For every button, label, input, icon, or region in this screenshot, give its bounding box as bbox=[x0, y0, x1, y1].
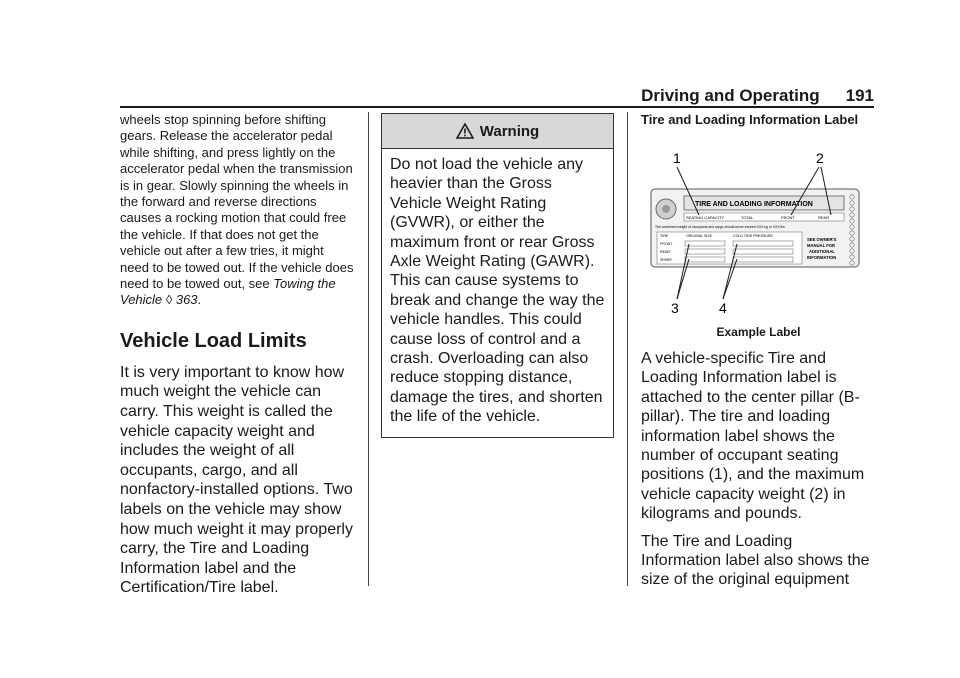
warning-icon bbox=[456, 123, 474, 139]
towing-xref-link[interactable]: Towing the Vehicle ◊ 363 bbox=[120, 276, 336, 308]
callout-3: 3 bbox=[671, 300, 679, 316]
svg-text:TOTAL: TOTAL bbox=[741, 215, 754, 220]
svg-text:FRONT: FRONT bbox=[781, 215, 795, 220]
svg-text:FRONT: FRONT bbox=[660, 242, 673, 246]
warning-header bbox=[382, 114, 613, 149]
svg-text:SEATING CAPACITY: SEATING CAPACITY bbox=[686, 215, 725, 220]
warning-text: Do not load the vehicle any heavier than the Gross Vehicle Weight Rating (GVWR), or either the maximum front or rear Gross Axle Weight Rating (GAWR). This can cause systems to break and change the way the vehicle handles. This could cause loss of control and a crash. Overloading can also reduce stopping distance, damage the tires, and shorten the life of the vehicle. bbox=[390, 156, 605, 426]
warning-box bbox=[381, 113, 614, 438]
label-description-paragraph: A vehicle-specific Tire and Loading Information label is attached to the center pillar (B-pillar). The tire and loading information label shows the number of occupant seating positions (1), and the maximum vehicle capacity weight (2) in kilograms and pounds. bbox=[641, 350, 865, 523]
figure-title: Tire and Loading Information Label bbox=[641, 112, 859, 127]
callout-4: 4 bbox=[719, 300, 727, 316]
page-number: 191 bbox=[845, 86, 874, 105]
svg-text:MANUAL FOR: MANUAL FOR bbox=[807, 243, 836, 248]
figure-caption: Example Label bbox=[716, 325, 801, 339]
callout-2: 2 bbox=[816, 150, 824, 166]
warning-title: Warning bbox=[479, 122, 540, 140]
svg-text:COLD TIRE PRESSURE: COLD TIRE PRESSURE bbox=[733, 234, 773, 238]
svg-text:SEE OWNER'S: SEE OWNER'S bbox=[807, 237, 837, 242]
label-title: TIRE AND LOADING INFORMATION bbox=[695, 201, 813, 208]
svg-text:REAR: REAR bbox=[818, 215, 830, 220]
svg-text:ORIGINAL SIZE: ORIGINAL SIZE bbox=[686, 234, 713, 238]
load-limits-paragraph: It is very important to know how much weight the vehicle can carry. This weight is called the vehicle capacity weight and includes the weight of all occupants, cargo, and all nonfactory-installed options. Two labels on the vehicle may show how much weight it may properly carry, the Tire and Loading Information label and the Certification/Tire label. bbox=[120, 363, 353, 597]
page-header bbox=[641, 86, 874, 106]
towing-paragraph: wheels stop spinning before shifting gears. Release the accelerator pedal while shifting, and press lightly on the accelerator pedal when the transmission is in gear. Slowly spinning the wheels in the forward and reverse directions causes a rocking motion that could free the vehicle. If that does not get the vehicle out after a few tries, it might need to be towed out. If the vehicle does need to be towed out, see Towing the Vehicle ◊ 363. bbox=[120, 112, 354, 308]
section-title: Driving and Operating bbox=[641, 86, 820, 105]
example-label-figure bbox=[641, 149, 876, 319]
section-heading: Vehicle Load Limits bbox=[120, 329, 307, 352]
column-right bbox=[641, 112, 876, 598]
column-left bbox=[120, 112, 356, 598]
callout-1: 1 bbox=[673, 150, 681, 166]
column-middle bbox=[381, 112, 614, 438]
svg-text:TIRE: TIRE bbox=[660, 234, 669, 238]
column-divider-left bbox=[368, 112, 369, 586]
svg-text:INFORMATION: INFORMATION bbox=[807, 255, 837, 260]
svg-text:ADDITIONAL: ADDITIONAL bbox=[809, 249, 835, 254]
column-divider-right bbox=[627, 112, 628, 586]
svg-text:SPARE: SPARE bbox=[660, 258, 672, 262]
label-size-paragraph: The Tire and Loading Information label also shows the size of the original equipment bbox=[641, 532, 870, 589]
tire-label-illustration bbox=[641, 149, 876, 319]
header-rule bbox=[120, 106, 874, 108]
svg-text:The combined weight of occupan: The combined weight of occupants and cargo should never exceed XXX kg or XXX lbs bbox=[655, 225, 785, 229]
svg-text:REAR: REAR bbox=[660, 250, 670, 254]
